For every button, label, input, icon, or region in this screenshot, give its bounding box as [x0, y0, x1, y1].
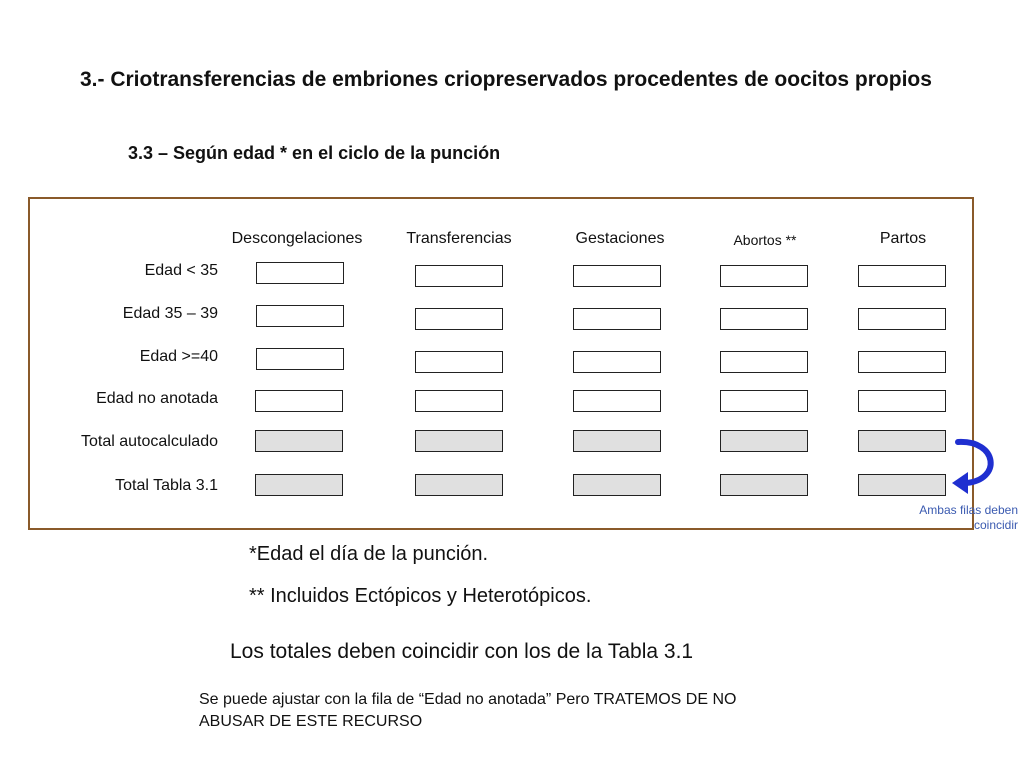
adjust-tip-line-1: Se puede ajustar con la fila de “Edad no anotada” Pero TRATEMOS DE NO	[199, 691, 737, 708]
cell-input[interactable]	[858, 308, 946, 330]
totals-note: Los totales deben coincidir con los de la Tabla 3.1	[230, 640, 694, 663]
cell-input[interactable]	[256, 262, 344, 284]
calculated-cell	[415, 474, 503, 496]
cell-input[interactable]	[415, 390, 503, 412]
row-label-35-39: Edad 35 – 39	[122, 305, 218, 322]
cell-input[interactable]	[573, 390, 661, 412]
cell-input[interactable]	[720, 351, 808, 373]
column-header-transferencias: Transferencias	[406, 230, 512, 247]
cell-input[interactable]	[255, 390, 343, 412]
cell-input[interactable]	[415, 265, 503, 287]
adjust-tip-line-2: ABUSAR DE ESTE RECURSO	[199, 713, 423, 730]
row-label-total-autocalculado: Total autocalculado	[81, 433, 218, 450]
section-subtitle: 3.3 – Según edad * en el ciclo de la punción	[128, 143, 501, 163]
cell-input[interactable]	[720, 308, 808, 330]
row-label-under-35: Edad < 35	[144, 262, 218, 279]
calculated-cell	[255, 430, 343, 452]
calculated-cell	[858, 430, 946, 452]
cell-input[interactable]	[256, 348, 344, 370]
cell-input[interactable]	[415, 308, 503, 330]
calculated-cell	[573, 474, 661, 496]
cell-input[interactable]	[720, 265, 808, 287]
calculated-cell	[858, 474, 946, 496]
cell-input[interactable]	[573, 351, 661, 373]
ectopic-note: ** Incluidos Ectópicos y Heterotópicos.	[249, 585, 592, 607]
column-header-abortos: Abortos **	[733, 232, 797, 248]
calculated-cell	[255, 474, 343, 496]
calculated-cell	[720, 430, 808, 452]
cell-input[interactable]	[858, 390, 946, 412]
row-label-total-tabla: Total Tabla 3.1	[115, 477, 218, 494]
annotation-label: Ambas filas deben coincidir	[919, 503, 1018, 532]
column-header-partos: Partos	[879, 230, 927, 247]
cell-input[interactable]	[858, 265, 946, 287]
cell-input[interactable]	[415, 351, 503, 373]
page-title: 3.- Criotransferencias de embriones criopreservados procedentes de oocitos propios	[80, 68, 932, 91]
cell-input[interactable]	[573, 308, 661, 330]
calculated-cell	[415, 430, 503, 452]
row-label-40-plus: Edad >=40	[139, 348, 218, 365]
cell-input[interactable]	[573, 265, 661, 287]
calculated-cell	[573, 430, 661, 452]
row-label-no-anotada: Edad no anotada	[96, 390, 218, 407]
calculated-cell	[720, 474, 808, 496]
column-header-descongelaciones: Descongelaciones	[231, 230, 363, 247]
age-note: *Edad el día de la punción.	[249, 543, 489, 565]
column-header-gestaciones: Gestaciones	[575, 230, 665, 247]
adjust-tip	[199, 689, 819, 733]
curved-arrow-icon	[946, 436, 1002, 496]
cell-input[interactable]	[720, 390, 808, 412]
cell-input[interactable]	[256, 305, 344, 327]
cell-input[interactable]	[858, 351, 946, 373]
